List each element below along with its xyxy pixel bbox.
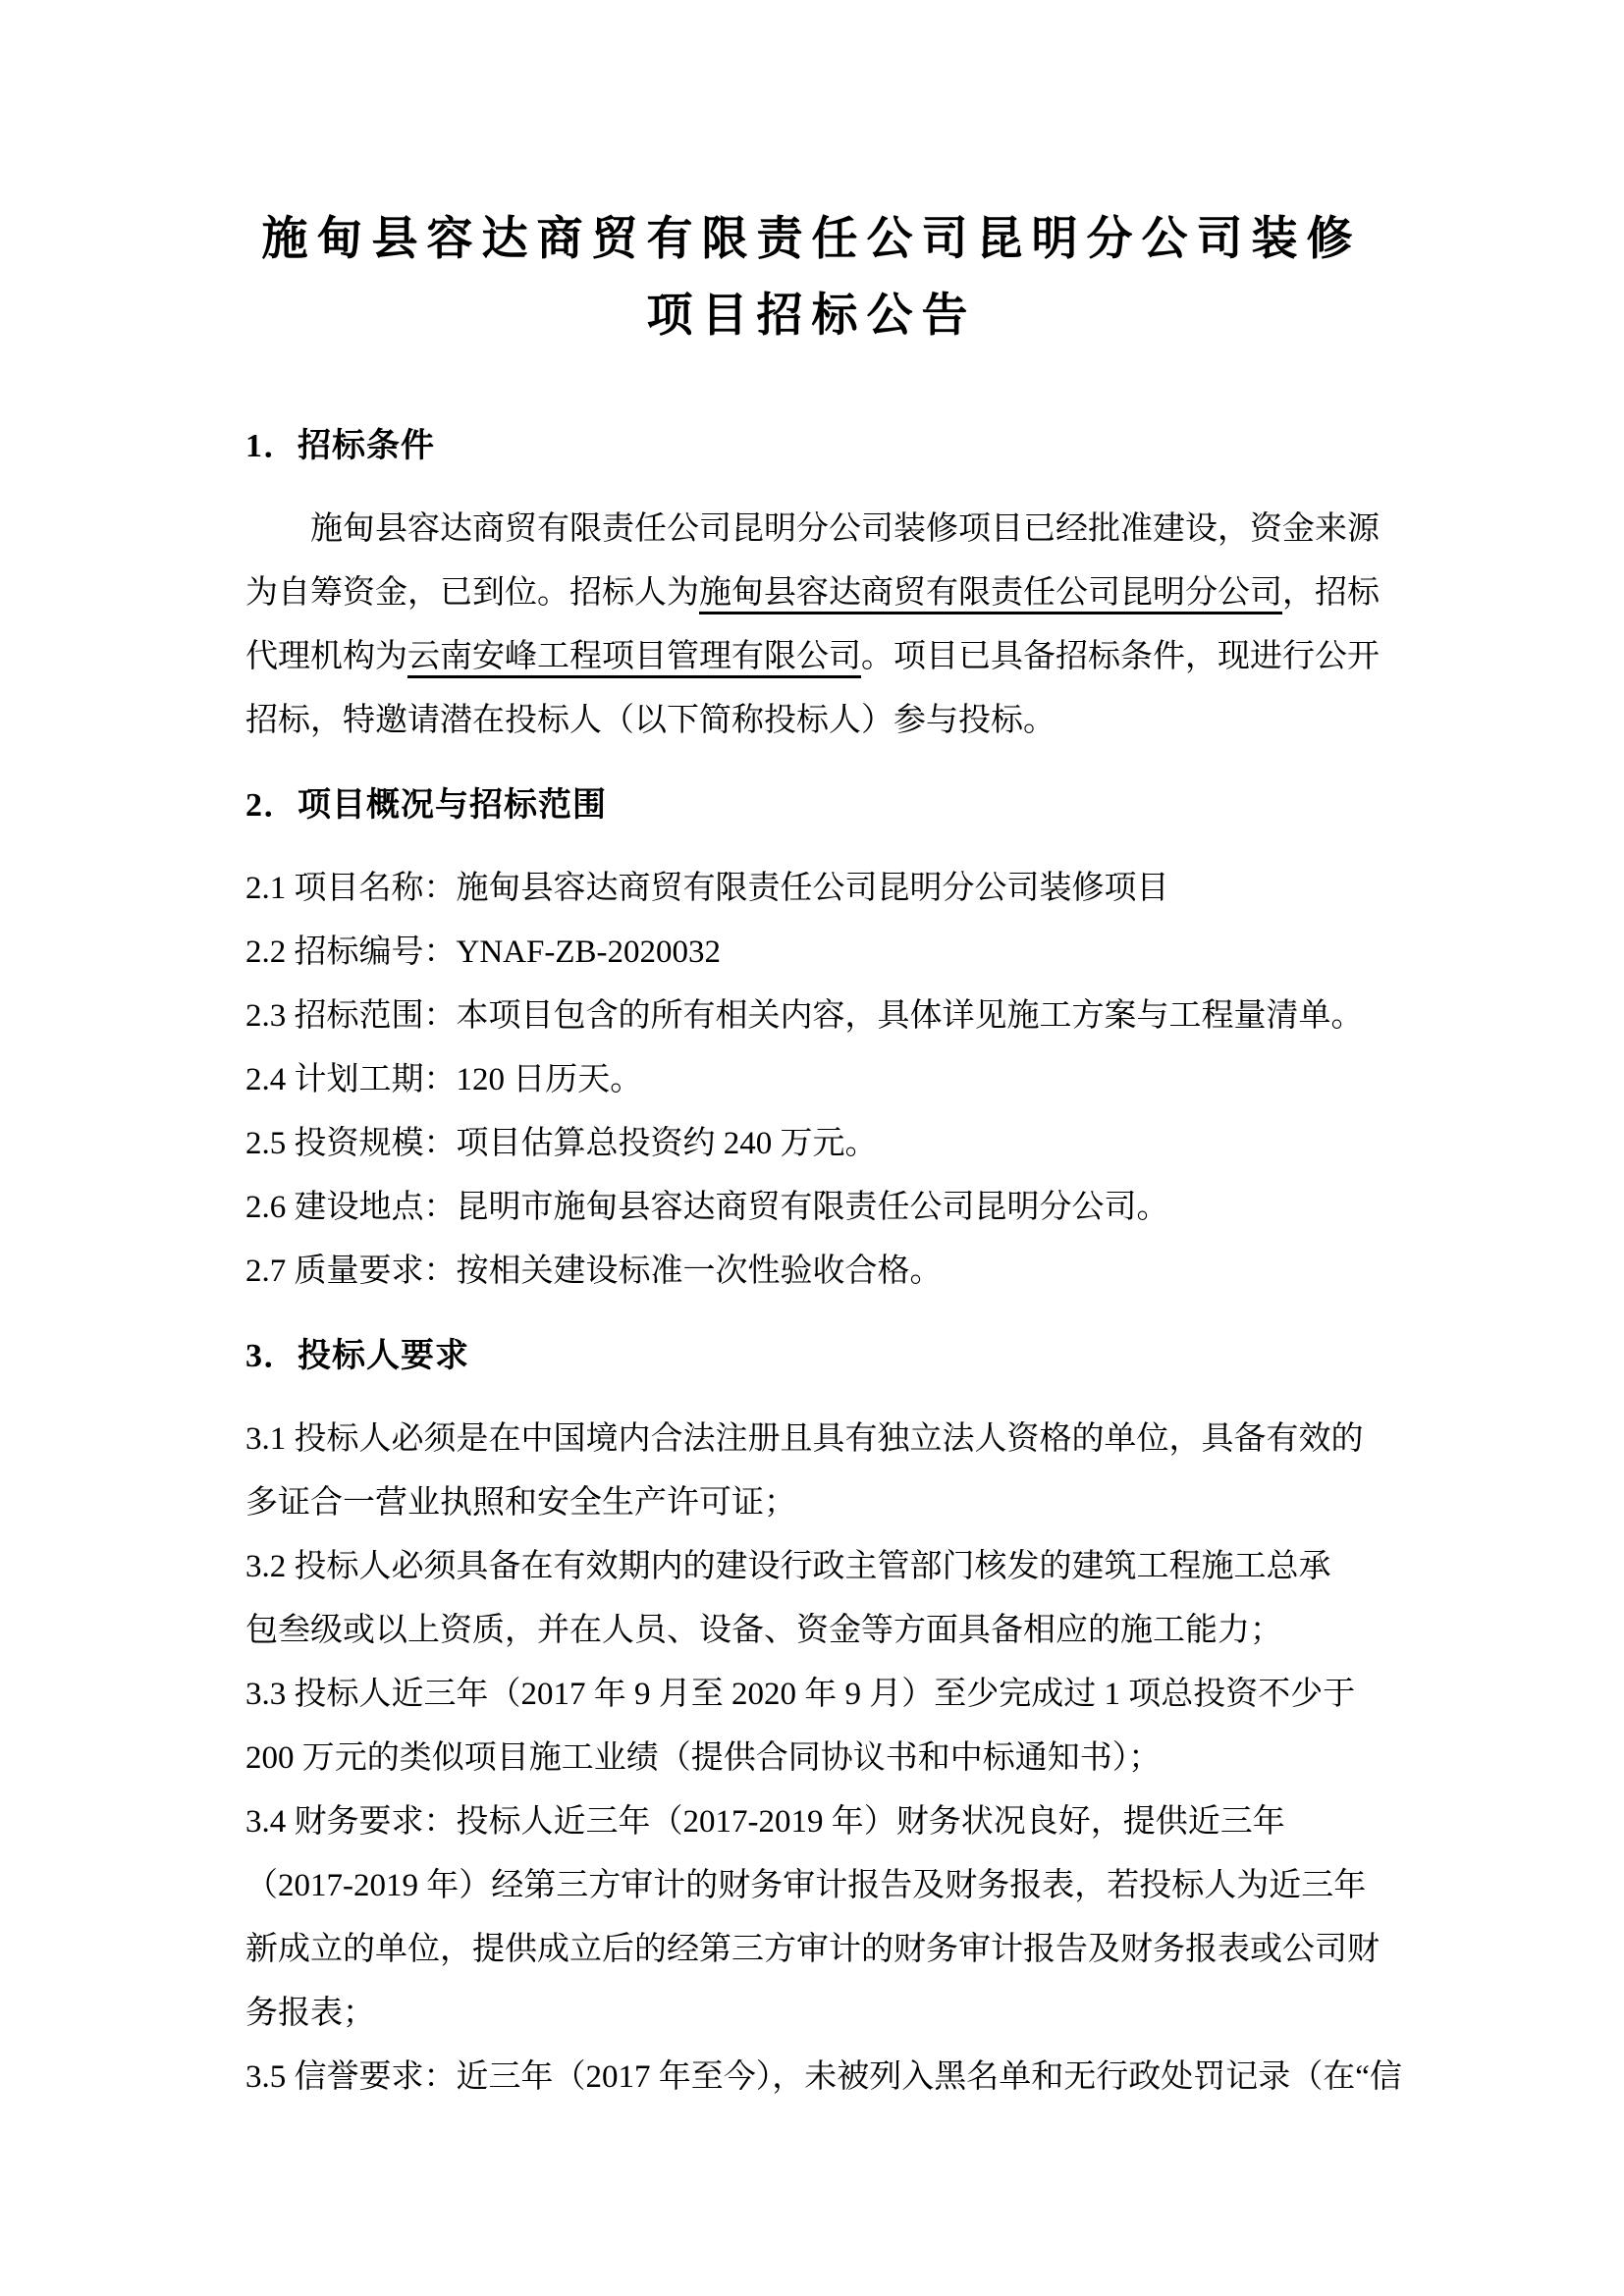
text-segment: 2.1 项目名称：施甸县容达商贸有限责任公司昆明分公司装修项目 <box>245 871 1169 906</box>
text-line <box>245 1982 1378 2046</box>
text-segment: 2.5 投资规模：项目估算总投资约 240 万元。 <box>245 1126 878 1161</box>
document-title-line-2: 项目招标公告 <box>646 291 977 342</box>
text-segment: 200 万元的类似项目施工业绩（提供合同协议书和中标通知书）； <box>245 1740 1162 1776</box>
text-line <box>245 921 1378 985</box>
text-segment: 多证合一营业执照和安全生产许可证； <box>245 1485 796 1521</box>
text-segment: 。项目已具备招标条件，现进行公开 <box>861 639 1380 674</box>
text-segment: 包叁级或以上资质，并在人员、设备、资金等方面具备相应的施工能力； <box>245 1613 1282 1648</box>
text-line <box>245 2046 1402 2109</box>
text-segment: 施甸县容达商贸有限责任公司昆明分公司装修项目已经批准建设，资金来源 <box>310 511 1380 547</box>
document-body <box>245 414 1402 2109</box>
text-line <box>245 625 1378 689</box>
text-line <box>245 561 1378 625</box>
text-segment: 代理机构为 <box>245 639 407 674</box>
document-title <box>245 201 1378 354</box>
text-segment: 招标，特邀请潜在投标人（以下简称投标人）参与投标。 <box>245 703 1056 738</box>
section-heading: 1．招标条件 <box>245 428 435 464</box>
text-line <box>245 1918 1378 1982</box>
text-segment: 2.3 招标范围：本项目包含的所有相关内容，具体详见施工方案与工程量清单。 <box>245 998 1364 1034</box>
text-segment: 2.6 建设地点：昆明市施甸县容达商贸有限责任公司昆明分公司。 <box>245 1190 1169 1225</box>
text-line <box>245 1112 1378 1176</box>
text-segment: （2017-2019 年）经第三方审计的财务审计报告及财务报表，若投标人为近三年 <box>245 1868 1367 1903</box>
text-line <box>245 985 1378 1048</box>
text-line <box>245 1854 1378 1918</box>
text-segment: 3.2 投标人必须具备在有效期内的建设行政主管部门核发的建筑工程施工总承 <box>245 1549 1331 1584</box>
section-heading: 2．项目概况与招标范围 <box>245 787 607 824</box>
text-segment: 为自筹资金，已到位。招标人为 <box>245 575 699 611</box>
text-segment: 3.4 财务要求：投标人近三年（2017-2019 年）财务状况良好，提供近三年 <box>245 1804 1285 1840</box>
underlined-text: 云南安峰工程项目管理有限公司 <box>407 639 861 678</box>
text-segment: 2.7 质量要求：按相关建设标准一次性验收合格。 <box>245 1254 943 1289</box>
document-title-line-1: 施甸县容达商贸有限责任公司昆明分公司装修 <box>261 214 1362 265</box>
text-segment: 3.3 投标人近三年（2017 年 9 月至 2020 年 9 月）至少完成过 1 项总投资不少于 <box>245 1677 1356 1712</box>
underlined-text: 施甸县容达商贸有限责任公司昆明分公司 <box>699 575 1282 614</box>
text-line <box>245 689 1378 753</box>
text-line <box>245 498 1378 561</box>
text-line <box>245 1663 1378 1727</box>
text-line <box>245 1535 1378 1599</box>
text-line <box>245 1471 1378 1535</box>
section-heading: 3．投标人要求 <box>245 1338 469 1374</box>
text-line <box>245 1240 1378 1304</box>
text-segment: 3.5 信誉要求：近三年（2017 年至今），未被列入黑名单和无行政处罚记录（在“信 <box>245 2059 1402 2095</box>
text-line <box>245 1727 1378 1790</box>
text-line <box>245 1048 1378 1112</box>
text-line <box>245 1790 1378 1854</box>
text-segment: 新成立的单位，提供成立后的经第三方审计的财务审计报告及财务报表或公司财 <box>245 1932 1380 1967</box>
text-segment: ，招标 <box>1282 575 1380 611</box>
text-segment: 2.2 招标编号：YNAF-ZB-2020032 <box>245 934 721 970</box>
text-segment: 2.4 计划工期：120 日历天。 <box>245 1062 643 1097</box>
text-segment: 3.1 投标人必须是在中国境内合法注册且具有独立法人资格的单位，具备有效的 <box>245 1421 1364 1457</box>
text-line <box>245 1599 1378 1663</box>
section <box>245 774 1378 1304</box>
text-line <box>245 1408 1378 1471</box>
text-line <box>245 857 1378 921</box>
text-segment: 务报表； <box>245 1996 375 2031</box>
section <box>245 1324 1402 2109</box>
section <box>245 414 1378 753</box>
text-line <box>245 1176 1378 1240</box>
